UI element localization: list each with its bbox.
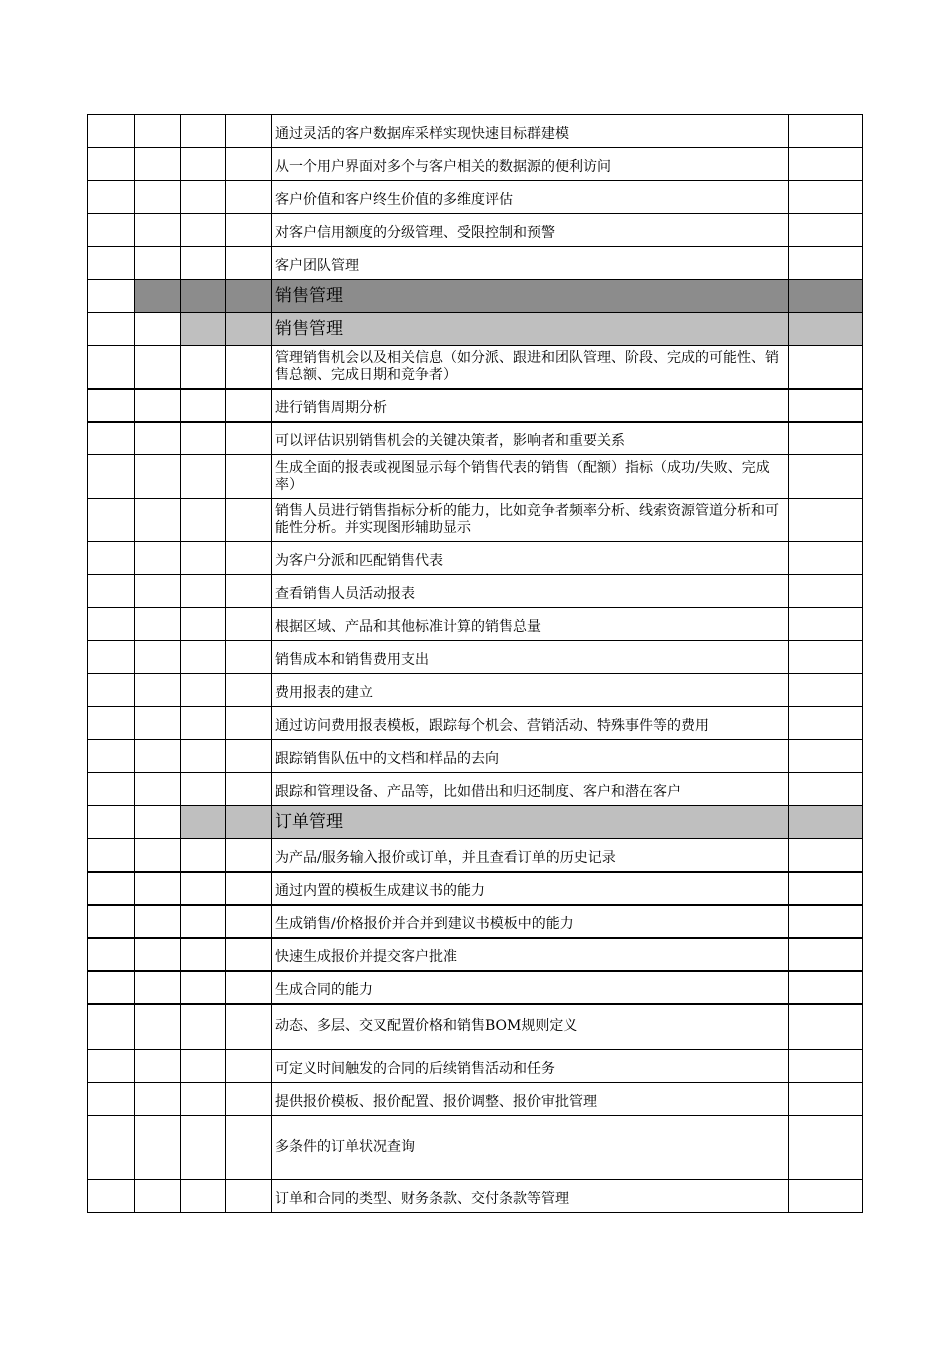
requirement-text: 客户价值和客户终生价值的多维度评估: [272, 181, 789, 214]
table-cell: [226, 346, 272, 389]
table-cell: [135, 1180, 181, 1213]
table-cell: [181, 1050, 226, 1083]
table-row: [88, 499, 863, 542]
table-cell: [88, 422, 135, 455]
table-row: [88, 608, 863, 641]
table-cell: [135, 674, 181, 707]
table-row: [88, 181, 863, 214]
table-cell: [88, 115, 135, 148]
table-body: [88, 115, 863, 1213]
table-cell: [88, 1050, 135, 1083]
table-cell: [181, 872, 226, 905]
table-cell: [135, 608, 181, 641]
table-row: [88, 389, 863, 422]
table-cell: [226, 938, 272, 971]
requirement-text: 生成全面的报表或视图显示每个销售代表的销售（配额）指标（成功/失败、完成率）: [272, 455, 789, 499]
requirement-text: 订单管理: [272, 806, 789, 839]
table-cell: [88, 1180, 135, 1213]
table-cell: [88, 280, 135, 313]
table-cell: [226, 313, 272, 346]
table-cell: [135, 641, 181, 674]
table-cell: [789, 455, 863, 499]
table-cell: [226, 389, 272, 422]
table-cell: [789, 280, 863, 313]
table-cell: [226, 971, 272, 1004]
table-cell: [789, 839, 863, 872]
requirement-text: 生成销售/价格报价并合并到建议书模板中的能力: [272, 905, 789, 938]
requirement-text: 生成合同的能力: [272, 971, 789, 1004]
table-cell: [181, 115, 226, 148]
table-cell: [789, 247, 863, 280]
table-cell: [181, 740, 226, 773]
table-cell: [789, 707, 863, 740]
table-row: [88, 346, 863, 389]
table-cell: [226, 1083, 272, 1116]
requirement-text: 通过内置的模板生成建议书的能力: [272, 872, 789, 905]
table-cell: [181, 839, 226, 872]
table-cell: [88, 641, 135, 674]
table-cell: [181, 313, 226, 346]
table-cell: [181, 389, 226, 422]
table-cell: [88, 148, 135, 181]
requirement-text: 提供报价模板、报价配置、报价调整、报价审批管理: [272, 1083, 789, 1116]
table-cell: [135, 773, 181, 806]
table-cell: [789, 389, 863, 422]
table-cell: [135, 905, 181, 938]
table-cell: [789, 542, 863, 575]
table-cell: [135, 247, 181, 280]
table-row: [88, 575, 863, 608]
table-cell: [135, 707, 181, 740]
table-row: [88, 773, 863, 806]
requirement-text: 进行销售周期分析: [272, 389, 789, 422]
requirement-text: 多条件的订单状况查询: [272, 1116, 789, 1180]
table-cell: [789, 872, 863, 905]
table-row: [88, 214, 863, 247]
table-cell: [789, 499, 863, 542]
table-cell: [181, 1083, 226, 1116]
table-cell: [181, 346, 226, 389]
requirement-text: 通过灵活的客户数据库采样实现快速目标群建模: [272, 115, 789, 148]
table-cell: [181, 674, 226, 707]
table-cell: [88, 313, 135, 346]
table-row: [88, 422, 863, 455]
table-cell: [226, 148, 272, 181]
table-cell: [181, 608, 226, 641]
table-cell: [135, 740, 181, 773]
table-cell: [226, 542, 272, 575]
table-cell: [789, 422, 863, 455]
table-cell: [88, 499, 135, 542]
subsection-header-row: [88, 313, 863, 346]
requirement-text: 快速生成报价并提交客户批准: [272, 938, 789, 971]
table-cell: [88, 389, 135, 422]
table-cell: [135, 1050, 181, 1083]
table-cell: [789, 313, 863, 346]
requirement-text: 管理销售机会以及相关信息（如分派、跟进和团队管理、阶段、完成的可能性、销售总额、完成日期和竞争者）: [272, 346, 789, 389]
table-cell: [181, 773, 226, 806]
table-cell: [226, 905, 272, 938]
table-cell: [181, 1004, 226, 1050]
table-cell: [181, 422, 226, 455]
table-cell: [88, 839, 135, 872]
table-cell: [135, 872, 181, 905]
table-row: [88, 641, 863, 674]
table-cell: [181, 247, 226, 280]
table-cell: [181, 641, 226, 674]
table-row: [88, 872, 863, 905]
table-cell: [789, 971, 863, 1004]
table-cell: [88, 971, 135, 1004]
requirement-text: 销售管理: [272, 313, 789, 346]
table-row: [88, 839, 863, 872]
table-cell: [181, 181, 226, 214]
table-cell: [181, 499, 226, 542]
table-cell: [181, 707, 226, 740]
table-cell: [226, 872, 272, 905]
table-row: [88, 115, 863, 148]
table-cell: [789, 806, 863, 839]
table-cell: [226, 839, 272, 872]
table-cell: [88, 542, 135, 575]
table-cell: [135, 181, 181, 214]
table-cell: [226, 280, 272, 313]
table-cell: [88, 872, 135, 905]
table-cell: [135, 346, 181, 389]
requirement-text: 查看销售人员活动报表: [272, 575, 789, 608]
table-cell: [135, 1116, 181, 1180]
table-cell: [226, 641, 272, 674]
table-cell: [88, 1004, 135, 1050]
table-cell: [226, 1004, 272, 1050]
table-cell: [226, 181, 272, 214]
requirement-text: 订单和合同的类型、财务条款、交付条款等管理: [272, 1180, 789, 1213]
table-cell: [789, 346, 863, 389]
table-cell: [789, 115, 863, 148]
table-cell: [789, 740, 863, 773]
requirement-text: 销售成本和销售费用支出: [272, 641, 789, 674]
table-cell: [789, 1050, 863, 1083]
table-row: [88, 740, 863, 773]
table-row: [88, 971, 863, 1004]
table-cell: [88, 806, 135, 839]
table-cell: [135, 839, 181, 872]
table-cell: [226, 773, 272, 806]
table-cell: [135, 422, 181, 455]
table-cell: [135, 575, 181, 608]
requirement-text: 跟踪和管理设备、产品等，比如借出和归还制度、客户和潜在客户: [272, 773, 789, 806]
requirement-text: 销售管理: [272, 280, 789, 313]
table-row: [88, 1050, 863, 1083]
table-cell: [789, 1083, 863, 1116]
table-row: [88, 455, 863, 499]
table-cell: [226, 499, 272, 542]
table-cell: [135, 971, 181, 1004]
table-cell: [135, 280, 181, 313]
requirement-text: 对客户信用额度的分级管理、受限控制和预警: [272, 214, 789, 247]
table-cell: [88, 740, 135, 773]
table-cell: [88, 608, 135, 641]
table-cell: [88, 455, 135, 499]
requirement-text: 为客户分派和匹配销售代表: [272, 542, 789, 575]
table-row: [88, 938, 863, 971]
table-cell: [226, 674, 272, 707]
table-cell: [181, 542, 226, 575]
section-header-row: [88, 280, 863, 313]
table-cell: [135, 499, 181, 542]
table-cell: [789, 641, 863, 674]
table-row: [88, 905, 863, 938]
table-cell: [88, 1116, 135, 1180]
table-row: [88, 1083, 863, 1116]
table-cell: [226, 740, 272, 773]
table-cell: [226, 422, 272, 455]
table-cell: [789, 181, 863, 214]
table-cell: [789, 905, 863, 938]
table-cell: [181, 938, 226, 971]
requirement-text: 可定义时间触发的合同的后续销售活动和任务: [272, 1050, 789, 1083]
table-cell: [181, 280, 226, 313]
table-cell: [789, 214, 863, 247]
table-cell: [789, 1180, 863, 1213]
table-cell: [88, 214, 135, 247]
table-cell: [789, 575, 863, 608]
table-cell: [135, 806, 181, 839]
table-cell: [789, 608, 863, 641]
requirement-text: 销售人员进行销售指标分析的能力，比如竞争者频率分析、线索资源管道分析和可能性分析。并实现图形辅助显示: [272, 499, 789, 542]
table-cell: [181, 905, 226, 938]
table-cell: [181, 1180, 226, 1213]
table-cell: [226, 1180, 272, 1213]
table-row: [88, 1116, 863, 1180]
table-row: [88, 707, 863, 740]
table-cell: [226, 1050, 272, 1083]
table-cell: [88, 674, 135, 707]
table-cell: [88, 247, 135, 280]
requirement-text: 可以评估识别销售机会的关键决策者，影响者和重要关系: [272, 422, 789, 455]
table-cell: [789, 938, 863, 971]
requirements-table: [87, 114, 863, 1213]
table-cell: [135, 214, 181, 247]
table-cell: [135, 1004, 181, 1050]
subsection-header-row: [88, 806, 863, 839]
table-cell: [88, 905, 135, 938]
table-cell: [789, 148, 863, 181]
table-cell: [181, 1116, 226, 1180]
table-cell: [226, 608, 272, 641]
table-cell: [226, 806, 272, 839]
table-cell: [88, 1083, 135, 1116]
table-cell: [226, 707, 272, 740]
table-cell: [789, 674, 863, 707]
table-cell: [135, 455, 181, 499]
table-cell: [135, 313, 181, 346]
requirement-text: 为产品/服务输入报价或订单，并且查看订单的历史记录: [272, 839, 789, 872]
requirement-text: 动态、多层、交叉配置价格和销售BOM规则定义: [272, 1004, 789, 1050]
table-cell: [789, 1004, 863, 1050]
table-cell: [226, 214, 272, 247]
table-cell: [88, 938, 135, 971]
table-row: [88, 148, 863, 181]
requirement-text: 客户团队管理: [272, 247, 789, 280]
table-row: [88, 247, 863, 280]
table-cell: [88, 707, 135, 740]
requirement-text: 根据区域、产品和其他标准计算的销售总量: [272, 608, 789, 641]
table-cell: [226, 247, 272, 280]
table-cell: [181, 455, 226, 499]
table-cell: [135, 115, 181, 148]
requirement-text: 跟踪销售队伍中的文档和样品的去向: [272, 740, 789, 773]
table-cell: [135, 148, 181, 181]
table-cell: [181, 148, 226, 181]
table-cell: [88, 181, 135, 214]
table-cell: [226, 455, 272, 499]
table-cell: [226, 575, 272, 608]
table-cell: [226, 1116, 272, 1180]
table-cell: [135, 389, 181, 422]
table-cell: [135, 542, 181, 575]
requirement-text: 通过访问费用报表模板，跟踪每个机会、营销活动、特殊事件等的费用: [272, 707, 789, 740]
table-cell: [789, 773, 863, 806]
table-cell: [135, 1083, 181, 1116]
table-cell: [88, 773, 135, 806]
table-cell: [135, 938, 181, 971]
requirement-text: 费用报表的建立: [272, 674, 789, 707]
table-row: [88, 542, 863, 575]
table-cell: [226, 115, 272, 148]
table-cell: [181, 806, 226, 839]
table-cell: [181, 214, 226, 247]
table-cell: [88, 575, 135, 608]
table-cell: [181, 575, 226, 608]
table-cell: [181, 971, 226, 1004]
table-cell: [789, 1116, 863, 1180]
requirement-text: 从一个用户界面对多个与客户相关的数据源的便利访问: [272, 148, 789, 181]
table-row: [88, 674, 863, 707]
table-row: [88, 1180, 863, 1213]
table-row: [88, 1004, 863, 1050]
table-cell: [88, 346, 135, 389]
